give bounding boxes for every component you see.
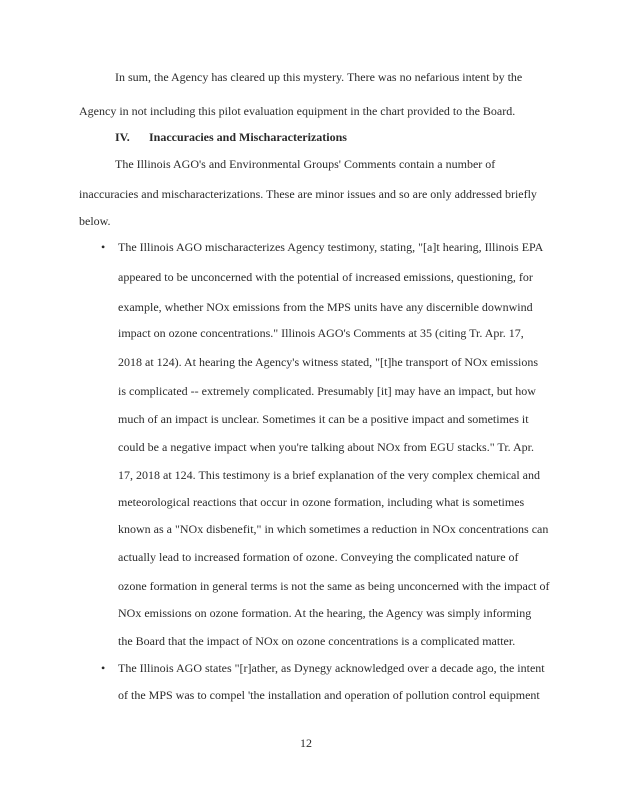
bullet-2-line-1: The Illinois AGO states "[r]ather, as Dynegy acknowledged over a decade ago, the intent xyxy=(118,661,545,675)
bullet-1-line-11: known as a "NOx disbenefit," in which sometimes a reduction in NOx concentrations can xyxy=(118,522,549,536)
bullet-2-line-2: of the MPS was to compel 'the installation and operation of pollution control equipment xyxy=(118,688,540,702)
section-para-line-3: below. xyxy=(79,214,111,228)
bullet-marker-2: • xyxy=(101,661,106,675)
bullet-1-line-4: impact on ozone concentrations." Illinois AGO's Comments at 35 (citing Tr. Apr. 17, xyxy=(118,326,524,340)
bullet-1-line-1: The Illinois AGO mischaracterizes Agency testimony, stating, "[a]t hearing, Illinois EPA xyxy=(118,240,544,254)
bullet-1-line-2: appeared to be unconcerned with the potential of increased emissions, questioning, for xyxy=(118,270,533,284)
bullet-marker-1: • xyxy=(101,240,106,254)
bullet-1-line-13: ozone formation in general terms is not the same as being unconcerned with the impact of xyxy=(118,579,550,593)
section-para-line-2: inaccuracies and mischaracterizations. These are minor issues and so are only addressed briefly xyxy=(79,187,537,201)
bullet-1-line-5: 2018 at 124). At hearing the Agency's witness stated, "[t]he transport of NOx emissions xyxy=(118,355,538,369)
section-para-line-1: The Illinois AGO's and Environmental Groups' Comments contain a number of xyxy=(115,157,496,171)
intro-line-1: In sum, the Agency has cleared up this mystery. There was no nefarious intent by the xyxy=(115,70,523,84)
bullet-1-line-8: could be a negative impact when you're talking about NOx from EGU stacks." Tr. Apr. xyxy=(118,440,534,454)
bullet-1-line-15: the Board that the impact of NOx on ozone concentrations is a complicated matter. xyxy=(118,634,516,648)
intro-line-2: Agency in not including this pilot evaluation equipment in the chart provided to the Board. xyxy=(79,104,516,118)
bullet-1-line-7: much of an impact is unclear. Sometimes it can be a positive impact and sometimes it xyxy=(118,412,529,426)
bullet-1-line-10: meteorological reactions that occur in ozone formation, including what is sometimes xyxy=(118,495,525,509)
bullet-1-line-3: example, whether NOx emissions from the MPS units have any discernible downwind xyxy=(118,300,533,314)
bullet-1-line-14: NOx emissions on ozone formation. At the hearing, the Agency was simply informing xyxy=(118,606,532,620)
page-number: 12 xyxy=(300,736,312,750)
bullet-1-line-12: actually lead to increased formation of ozone. Conveying the complicated nature of xyxy=(118,550,519,564)
section-number: IV. xyxy=(115,130,130,144)
section-title: Inaccuracies and Mischaracterizations xyxy=(149,130,347,144)
bullet-1-line-6: is complicated -- extremely complicated. Presumably [it] may have an impact, but how xyxy=(118,384,536,398)
bullet-1-line-9: 17, 2018 at 124. This testimony is a brief explanation of the very complex chemical and xyxy=(118,468,541,482)
